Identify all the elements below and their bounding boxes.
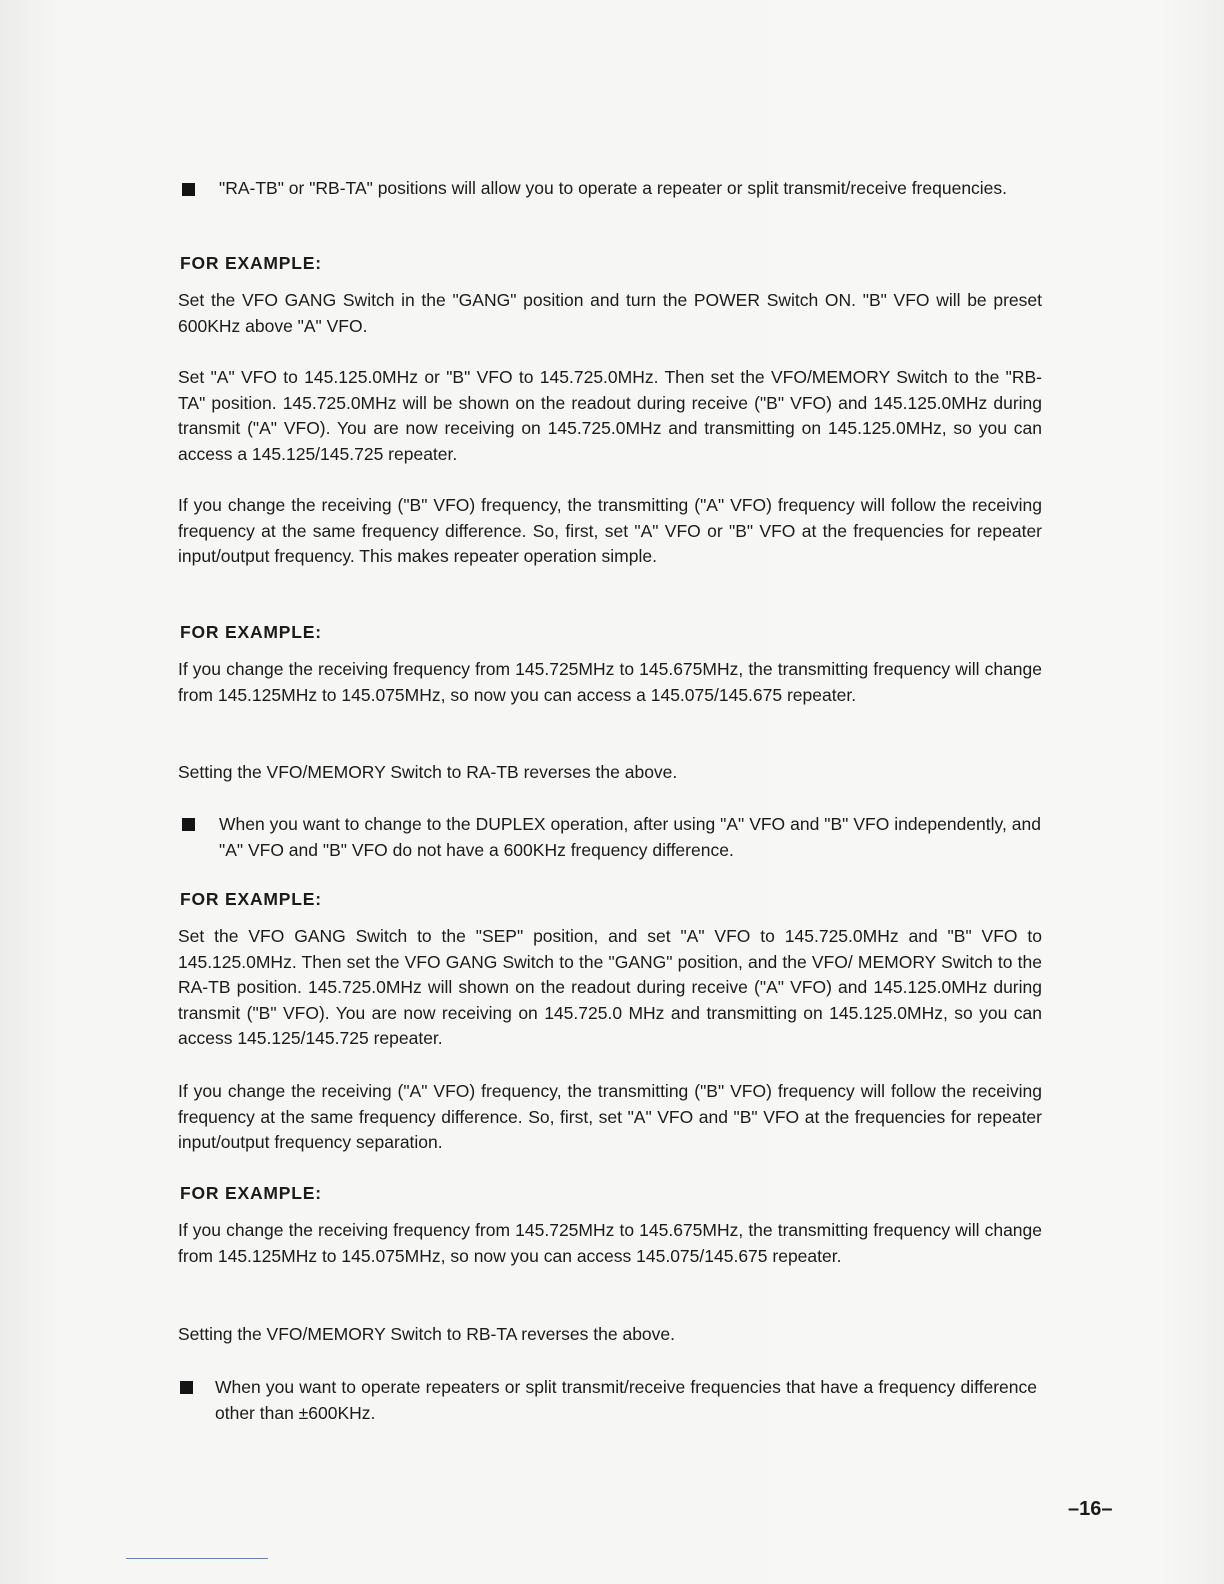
paragraph: If you change the receiving ("B" VFO) frequency, the transmitting ("A" VFO) frequency will follow the receiving frequency at the same frequency difference. So, first, set "A" VFO or "B" VFO at the frequencies for repeater input/output frequency. This makes repeater operation simple. (178, 495, 1042, 566)
paragraph: Set the VFO GANG Switch to the "SEP" position, and set "A" VFO to 145.725.0MHz and "B" VFO to 145.125.0MHz. Then set the VFO GANG Switch to the "GANG" position, and the VFO/ MEMORY Switch to the RA-TB position. 145.725.0MHz will shown on the readout during receive ("A" VFO) and 145.125.0MHz during transmit ("B" VFO). You are now receiving on 145.725.0 MHz and transmitting on 145.125.0MHz, so you can access 145.125/145.725 repeater. (178, 926, 1042, 1048)
bullet-square-icon (180, 1381, 193, 1394)
section-heading: FOR EXAMPLE: (180, 622, 322, 642)
bullet-text: When you want to operate repeaters or split transmit/receive frequencies that have a frequency difference other than ±600KHz. (215, 1377, 1037, 1423)
paragraph: If you change the receiving ("A" VFO) frequency, the transmitting ("B" VFO) frequency will follow the receiving frequency at the same frequency difference. So, first, set "A" VFO and "B" VFO at the frequencies for repeater input/output frequency separation. (178, 1081, 1042, 1152)
section-heading: FOR EXAMPLE: (180, 1183, 322, 1203)
bullet-square-icon (182, 818, 195, 831)
section-heading: FOR EXAMPLE: (180, 889, 322, 909)
section-heading: FOR EXAMPLE: (180, 253, 322, 273)
bullet-text: "RA-TB" or "RB-TA" positions will allow you to operate a repeater or split transmit/receive frequencies. (219, 178, 1008, 198)
paragraph: Setting the VFO/MEMORY Switch to RA-TB reverses the above. (178, 762, 678, 782)
paragraph: If you change the receiving frequency from 145.725MHz to 145.675MHz, the transmitting frequency will change from 145.125MHz to 145.075MHz, so now you can access a 145.075/145.675 repeater. (178, 659, 1042, 705)
paragraph: If you change the receiving frequency from 145.725MHz to 145.675MHz, the transmitting frequency will change from 145.125MHz to 145.075MHz, so now you can access 145.075/145.675 repeater. (178, 1220, 1042, 1266)
bullet-square-icon (182, 183, 195, 196)
paragraph: Setting the VFO/MEMORY Switch to RB-TA reverses the above. (178, 1324, 676, 1344)
divider-line (126, 1558, 268, 1559)
paragraph: Set "A" VFO to 145.125.0MHz or "B" VFO to 145.725.0MHz. Then set the VFO/MEMORY Switch to the "RB-TA" position. 145.725.0MHz will be shown on the readout during receive ("B" VFO) and 145.125.0MHz during transmit ("A" VFO). You are now receiving on 145.725.0MHz and transmitting on 145.125.0MHz, so you can access a 145.125/145.725 repeater. (178, 367, 1042, 464)
paragraph: Set the VFO GANG Switch in the "GANG" position and turn the POWER Switch ON. "B" VFO will be preset 600KHz above "A" VFO. (178, 290, 1042, 336)
bullet-text: When you want to change to the DUPLEX operation, after using "A" VFO and "B" VFO independently, and "A" VFO and "B" VFO do not have a 600KHz frequency difference. (219, 814, 1041, 860)
page-number: –16– (1068, 1498, 1113, 1520)
